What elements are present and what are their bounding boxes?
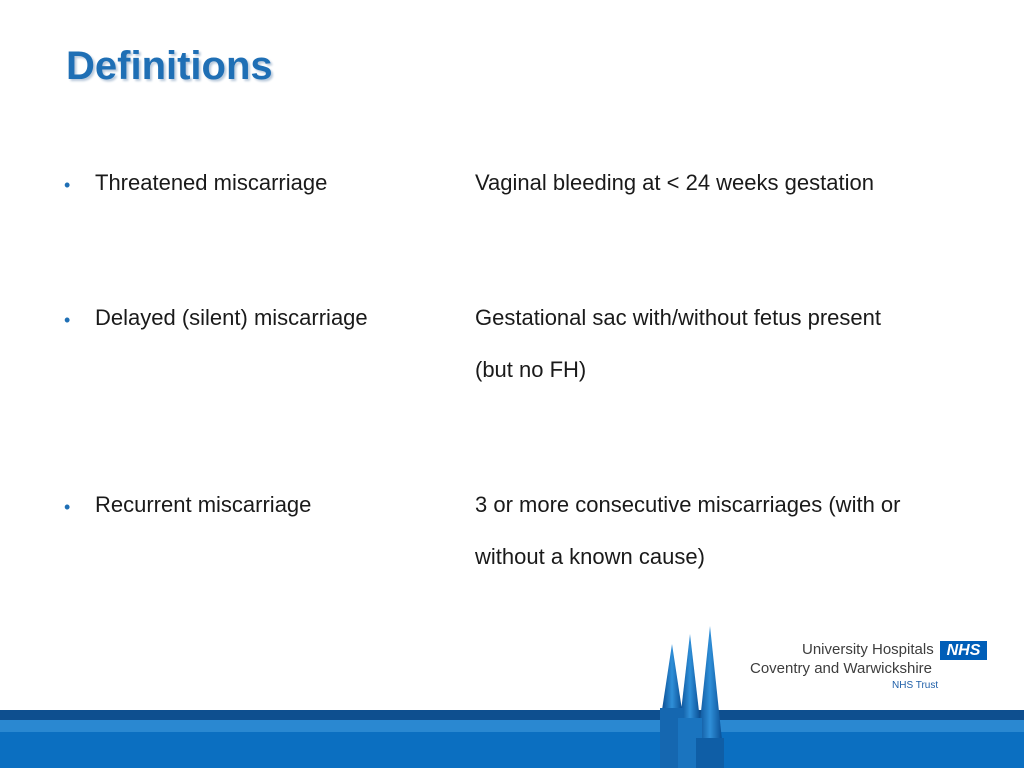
bullet-icon: • — [64, 175, 71, 195]
bullet-icon: • — [64, 497, 71, 517]
bullet-icon: • — [64, 310, 71, 330]
definition-description-line: 3 or more consecutive miscarriages (with or — [475, 492, 901, 517]
definition-term: Recurrent miscarriage — [95, 492, 312, 517]
definition-term: Delayed (silent) miscarriage — [95, 305, 368, 330]
definition-description-line: Gestational sac with/without fetus present — [475, 305, 881, 330]
definition-description-line: without a known cause) — [475, 544, 705, 569]
cathedral-spires-icon — [650, 620, 740, 768]
slide-title: Definitions — [66, 44, 273, 88]
footer-band — [0, 732, 1024, 768]
nhs-logo-badge: NHS — [940, 641, 987, 660]
definition-description-line: (but no FH) — [475, 357, 587, 382]
definition-description — [475, 170, 995, 196]
footer-band-light — [0, 720, 1024, 732]
definition-term: Threatened miscarriage — [95, 170, 328, 195]
footer-band-dark — [0, 710, 1024, 720]
organisation-logo — [750, 640, 990, 700]
definition-description — [475, 305, 995, 383]
definition-description — [475, 492, 995, 570]
logo-trust-text: NHS Trust — [892, 680, 939, 691]
logo-text-line: Coventry and Warwickshire — [750, 660, 932, 677]
logo-text-line: University Hospitals — [802, 641, 934, 658]
definition-description-line: Vaginal bleeding at < 24 weeks gestation — [475, 170, 874, 195]
